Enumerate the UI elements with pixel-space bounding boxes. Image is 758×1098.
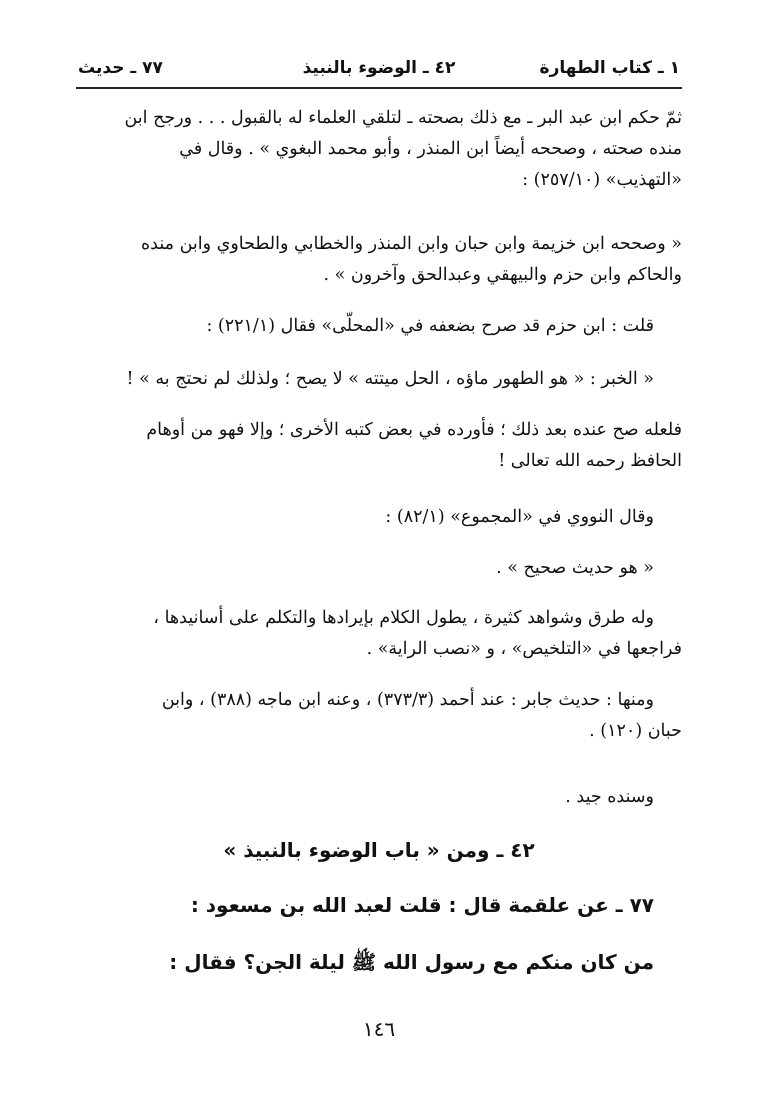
text-line: فلعله صح عنده بعد ذلك ؛ فأورده في بعض كتبه الأخرى ؛ وإلا فهو من أوهام	[146, 420, 682, 440]
paragraph-quote	[76, 553, 682, 584]
paragraph	[76, 502, 682, 533]
text-line: وله طرق وشواهد كثيرة ، يطول الكلام بإيرادها والتكلم على أسانيدها ،	[153, 608, 654, 628]
paragraph	[76, 685, 682, 747]
text-line: قلت : ابن حزم قد صرح بضعفه في «المحلّى» فقال (٢٢١/١) :	[206, 316, 654, 336]
header-book-title: ١ ـ كتاب الطهارة	[539, 58, 680, 78]
hadith-line: من كان منكم مع رسول الله ﷺ ليلة الجن؟ فقال :	[169, 950, 654, 974]
text-line: والحاكم وابن حزم والبيهقي وعبدالحق وآخرون » .	[323, 265, 682, 285]
text-line: «التهذيب» (٢٥٧/١٠) :	[522, 170, 682, 190]
text-line: وقال النووي في «المجموع» (٨٢/١) :	[385, 507, 654, 527]
text-line: فراجعها في «التلخيص» ، و «نصب الراية» .	[366, 639, 682, 659]
text-line: « وصححه ابن خزيمة وابن حبان وابن المنذر والخطابي والطحاوي وابن منده	[141, 234, 682, 254]
text-line: وسنده جيد .	[565, 787, 654, 807]
text-line: ومنها : حديث جابر : عند أحمد (٣٧٣/٣) ، وعنه ابن ماجه (٣٨٨) ، وابن	[161, 690, 654, 710]
header-divider	[76, 87, 682, 89]
header-hadith-number: ٧٧ ـ حديث	[78, 58, 163, 78]
paragraph	[76, 603, 682, 665]
text-line: « هو حديث صحيح » .	[496, 558, 654, 578]
page-number: ١٤٦	[362, 1017, 396, 1041]
paragraph	[76, 103, 682, 196]
text-line: حبان (١٢٠) .	[589, 721, 682, 741]
text-line: ثمّ حكم ابن عبد البر ـ مع ذلك بصحته ـ لتلقي العلماء له بالقبول . . . ورجح ابن	[124, 108, 682, 128]
paragraph	[76, 415, 682, 477]
running-header	[76, 52, 682, 86]
paragraph	[76, 782, 682, 813]
text-line: منده صحته ، وصححه أيضاً ابن المنذر ، وأبو محمد البغوي » . وقال في	[179, 139, 682, 159]
hadith-line: ٧٧ ـ عن علقمة قال : قلت لعبد الله بن مسعود :	[190, 893, 654, 917]
header-chapter-title: ٤٢ ـ الوضوء بالنبيذ	[302, 58, 456, 78]
paragraph-quote	[76, 364, 682, 395]
chapter-heading: ٤٢ ـ ومن « باب الوضوء بالنبيذ »	[223, 838, 535, 862]
paragraph	[76, 311, 682, 342]
text-line: الحافظ رحمه الله تعالى !	[498, 451, 682, 471]
text-line: « الخبر : « هو الطهور ماؤه ، الحل ميتته » لا يصح ؛ ولذلك لم نحتج به » !	[126, 369, 654, 389]
paragraph-quote	[76, 229, 682, 291]
